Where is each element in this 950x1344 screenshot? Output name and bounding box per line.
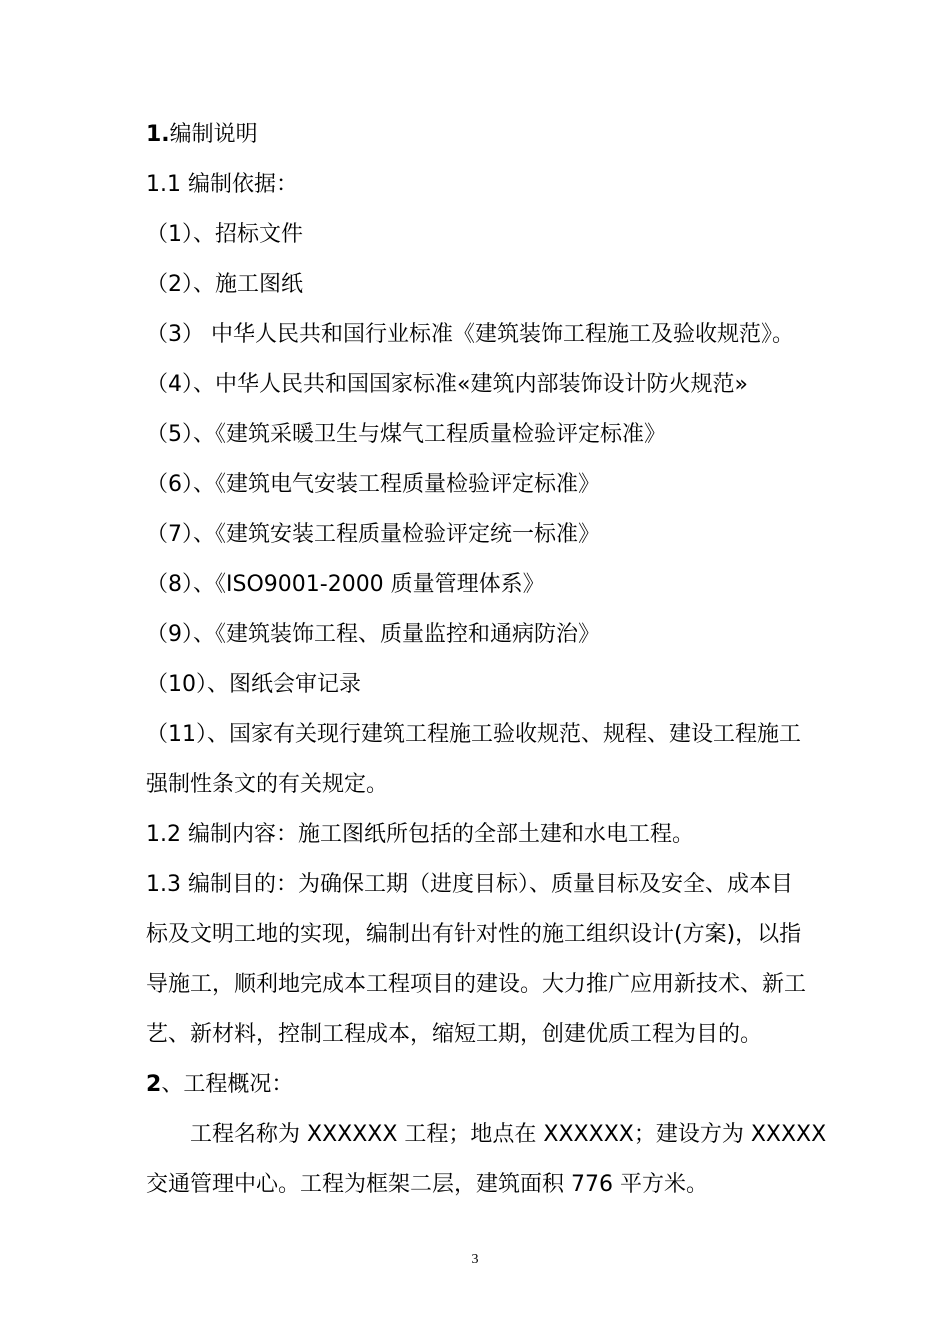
basis-item-9: （9）、《建筑装饰工程、质量监控和通病防治》 — [146, 622, 600, 647]
basis-item-8: （8）、《ISO9001-2000 质量管理体系》 — [146, 572, 545, 597]
basis-item-11-continued: 强制性条文的有关规定。 — [146, 772, 389, 797]
overview-line-2: 交通管理中心。工程为框架二层，建筑面积 776 平方米。 — [146, 1172, 708, 1197]
subsection-1-3-line-4: 艺、新材料，控制工程成本，缩短工期，创建优质工程为目的。 — [146, 1022, 763, 1047]
basis-item-6: （6）、《建筑电气安装工程质量检验评定标准》 — [146, 472, 600, 497]
subsection-1-3-line-1: 1.3 编制目的：为确保工期（进度目标）、质量目标及安全、成本目 — [146, 872, 793, 897]
subsection-1-2-content: 1.2 编制内容：施工图纸所包括的全部土建和水电工程。 — [146, 822, 694, 847]
subsection-1-3-line-2: 标及文明工地的实现，编制出有针对性的施工组织设计(方案)，以指 — [146, 922, 802, 947]
page-number: 3 — [471, 1252, 479, 1267]
section-heading-1 — [146, 120, 258, 150]
section-title-1: 编制说明 — [169, 122, 258, 147]
section-title-2: 、工程概况： — [161, 1072, 294, 1097]
subsection-1-3-line-3: 导施工，顺利地完成本工程项目的建设。大力推广应用新技术、新工 — [146, 972, 807, 997]
basis-item-4: （4）、中华人民共和国国家标准«建筑内部装饰设计防火规范» — [146, 372, 748, 397]
section-number-2: 2 — [146, 1072, 162, 1097]
basis-item-7: （7）、《建筑安装工程质量检验评定统一标准》 — [146, 522, 600, 547]
basis-item-10: （10）、图纸会审记录 — [146, 672, 361, 697]
basis-item-5: （5）、《建筑采暖卫生与煤气工程质量检验评定标准》 — [146, 422, 666, 447]
basis-item-1: （1）、招标文件 — [146, 222, 303, 247]
subsection-heading-1-1: 1.1 编制依据： — [146, 172, 298, 197]
overview-line-1: 工程名称为 XXXXXX 工程；地点在 XXXXXX；建设方为 XXXXX — [190, 1122, 827, 1147]
basis-item-3: （3） 中华人民共和国行业标准《建筑装饰工程施工及验收规范》。 — [146, 322, 794, 347]
section-heading-2 — [146, 1070, 293, 1100]
section-number-1: 1. — [146, 122, 170, 147]
basis-item-11: （11）、国家有关现行建筑工程施工验收规范、规程、建设工程施工 — [146, 722, 801, 747]
basis-item-2: （2）、施工图纸 — [146, 272, 303, 297]
